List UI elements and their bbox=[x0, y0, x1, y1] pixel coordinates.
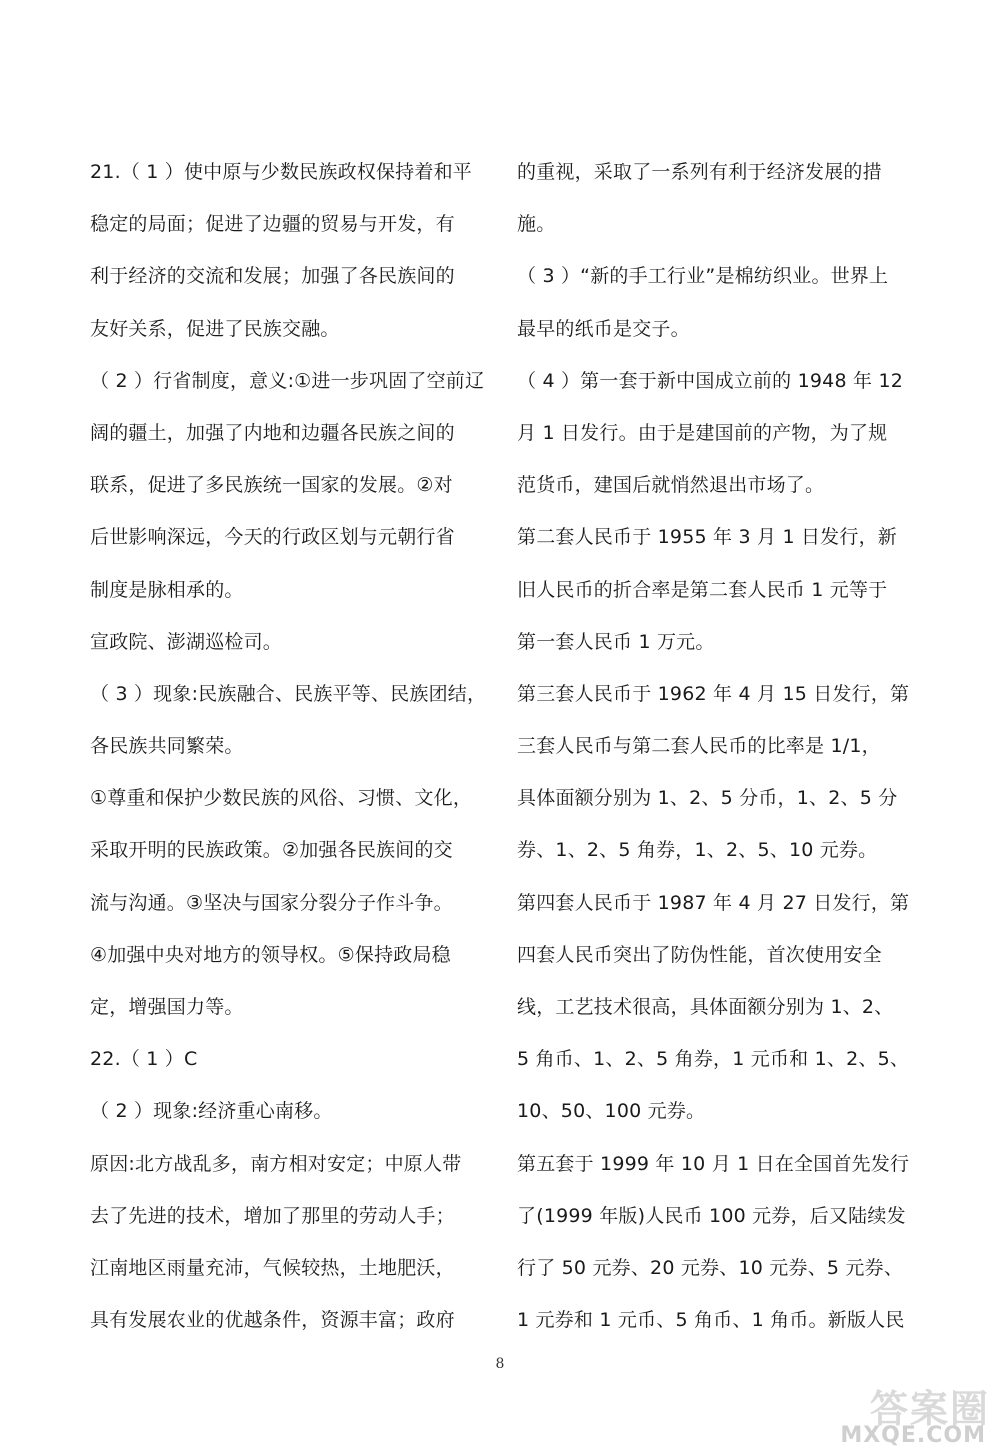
text-line: 5 角币、1、2、5 角券，1 元币和 1、2、5、 bbox=[517, 1048, 910, 1071]
text-line: 采取开明的民族政策。②加强各民族间的交 bbox=[90, 839, 453, 862]
text-line: 阔的疆土，加强了内地和边疆各民族之间的 bbox=[90, 421, 455, 444]
text-line: （ 2 ）现象:经济重心南移。 bbox=[90, 1100, 333, 1123]
text-line: 第一套人民币 1 万元。 bbox=[517, 630, 715, 653]
text-line: 江南地区雨量充沛，气候较热，土地肥沃， bbox=[90, 1256, 455, 1279]
text-line: （ 3 ）“新的手工行业”是棉纺织业。世界上 bbox=[517, 265, 889, 288]
text-line: 行了 50 元券、20 元券、10 元券、5 元券、 bbox=[517, 1256, 904, 1279]
text-line: 第三套人民币于 1962 年 4 月 15 日发行，第 bbox=[517, 682, 910, 705]
text-line: （ 2 ）行省制度，意义:①进一步巩固了空前辽 bbox=[90, 369, 485, 392]
text-line: 流与沟通。③坚决与国家分裂分子作斗争。 bbox=[90, 891, 453, 914]
text-line: 的重视，采取了一系列有利于经济发展的措 bbox=[517, 161, 882, 183]
text-line: （ 4 ）第一套于新中国成立前的 1948 年 12 bbox=[517, 369, 904, 392]
text-line: 四套人民币突出了防伪性能，首次使用安全 bbox=[517, 943, 882, 966]
text-line: 21.（ 1 ）使中原与少数民族政权保持着和平 bbox=[90, 161, 472, 183]
watermark-main-text: 答案圈 bbox=[869, 1387, 990, 1431]
text-line: 月 1 日发行。由于是建国前的产物，为了规 bbox=[517, 421, 888, 444]
text-line: ①尊重和保护少数民族的风俗、习惯、文化， bbox=[90, 787, 473, 810]
text-line: 去了先进的技术，增加了那里的劳动人手； bbox=[90, 1204, 455, 1227]
text-line: 联系，促进了多民族统一国家的发展。②对 bbox=[90, 474, 453, 497]
text-line: 旧人民币的折合率是第二套人民币 1 元等于 bbox=[517, 578, 888, 601]
page-number: 8 bbox=[495, 1356, 505, 1372]
text-line: 具体面额分别为 1、2、5 分币，1、2、5 分 bbox=[517, 787, 898, 810]
text-line: （ 3 ）现象:民族融合、民族平等、民族团结， bbox=[90, 682, 487, 705]
text-line: 利于经济的交流和发展；加强了各民族间的 bbox=[90, 265, 455, 288]
text-line: 友好关系，促进了民族交融。 bbox=[90, 317, 340, 340]
text-line: 制度是脉相承的。 bbox=[90, 578, 244, 601]
text-line: 第五套于 1999 年 10 月 1 日在全国首先发行 bbox=[517, 1152, 910, 1175]
text-line: 最早的纸币是交子。 bbox=[517, 317, 690, 340]
text-line: ④加强中央对地方的领导权。⑤保持政局稳 bbox=[90, 943, 451, 966]
text-line: 线，工艺技术很高，具体面额分别为 1、2、 bbox=[517, 996, 894, 1018]
text-line: 第四套人民币于 1987 年 4 月 27 日发行，第 bbox=[517, 891, 910, 914]
text-line: 后世影响深远，今天的行政区划与元朝行省 bbox=[90, 526, 455, 549]
watermark-site-text: MXQE.COM bbox=[840, 1423, 986, 1448]
left-column bbox=[90, 146, 490, 1346]
text-line: 三套人民币与第二套人民币的比率是 1/1， bbox=[517, 735, 881, 758]
text-line: 1 元券和 1 元币、5 角币、1 角币。新版人民 bbox=[517, 1309, 905, 1332]
text-line: 各民族共同繁荣。 bbox=[90, 735, 244, 758]
text-line: 22.（ 1 ）C bbox=[90, 1048, 198, 1071]
right-column bbox=[517, 146, 917, 1346]
text-line: 具有发展农业的优越条件，资源丰富；政府 bbox=[90, 1309, 455, 1332]
text-line: 范货币，建国后就悄然退出市场了。 bbox=[517, 474, 825, 497]
text-line: 券、1、2、5 角券，1、2、5、10 元券。 bbox=[517, 839, 878, 862]
text-line: 稳定的局面；促进了边疆的贸易与开发，有 bbox=[90, 213, 455, 236]
text-line: 定，增强国力等。 bbox=[90, 996, 244, 1018]
watermark-logo bbox=[824, 1378, 994, 1448]
text-line: 施。 bbox=[517, 213, 556, 236]
text-line: 第二套人民币于 1955 年 3 月 1 日发行，新 bbox=[517, 526, 897, 549]
text-line: 了(1999 年版)人民币 100 元券，后又陆续发 bbox=[517, 1204, 906, 1227]
text-line: 10、50、100 元券。 bbox=[517, 1100, 706, 1123]
text-line: 原因:北方战乱多，南方相对安定；中原人带 bbox=[90, 1152, 462, 1175]
text-line: 宣政院、澎湖巡检司。 bbox=[90, 630, 283, 653]
